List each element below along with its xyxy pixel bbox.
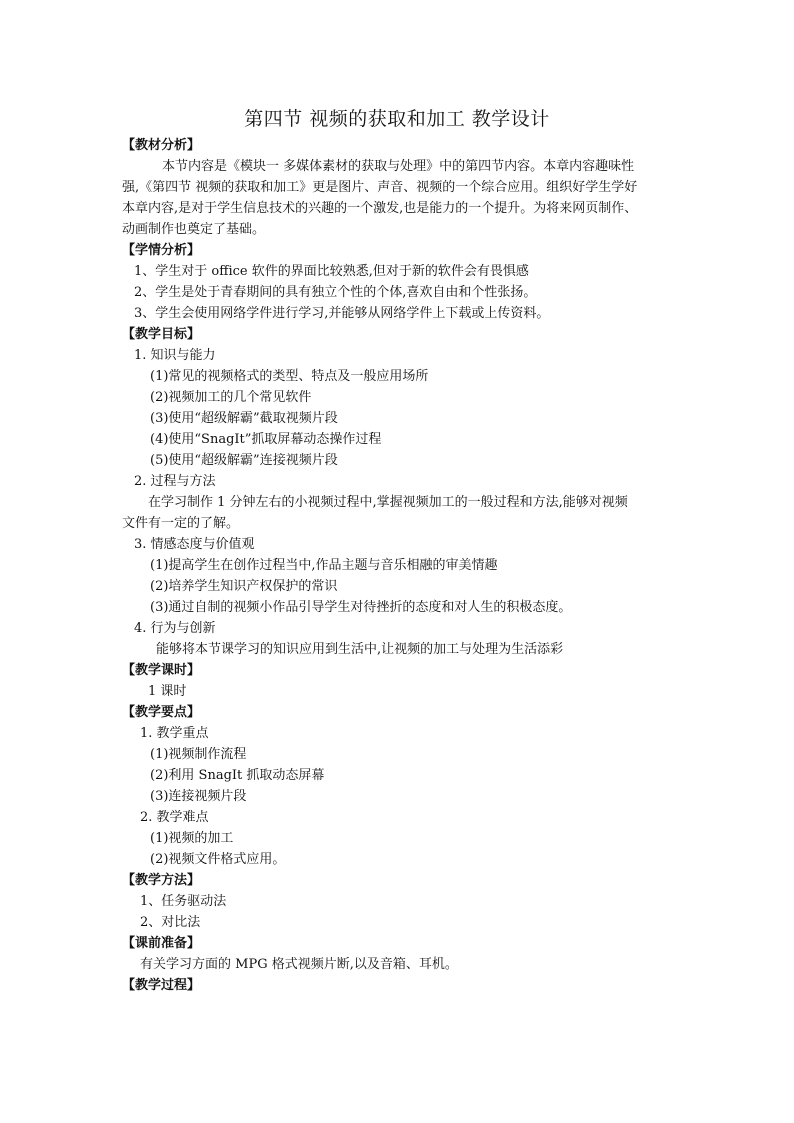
list-item: (5)使用“超级解霸”连接视频片段: [150, 453, 338, 468]
subsection-heading: 1. 知识与能力: [134, 348, 216, 363]
subsection-heading: 4. 行为与创新: [134, 621, 216, 636]
subsection-heading: 2. 过程与方法: [134, 474, 216, 489]
paragraph-line: 在学习制作 1 分钟左右的小视频过程中,掌握视频加工的一般过程和方法,能够对视频: [148, 495, 628, 510]
list-item: (1)视频的加工: [150, 831, 234, 846]
list-item: (2)培养学生知识产权保护的常识: [150, 579, 338, 594]
section-heading-learner-analysis: 【学情分析】: [122, 243, 201, 258]
paragraph-line: 能够将本节课学习的知识应用到生活中,让视频的加工与处理为生活添彩: [156, 642, 564, 657]
list-item: (1)视频制作流程: [150, 747, 247, 762]
list-item: (2)视频文件格式应用。: [150, 852, 286, 867]
list-item: (2)利用 SnagIt 抓取动态屏幕: [150, 768, 325, 783]
list-item: (1)常见的视频格式的类型、特点及一般应用场所: [150, 369, 429, 384]
section-heading-class-hours: 【教学课时】: [122, 663, 201, 678]
document-title: 第四节 视频的获取和加工 教学设计: [244, 108, 550, 130]
section-heading-textbook-analysis: 【教材分析】: [122, 138, 201, 153]
paragraph-line: 强,《第四节 视频的获取和加工》更是图片、声音、视频的一个综合应用。组织好学生学好: [122, 180, 638, 195]
paragraph-line: 有关学习方面的 MPG 格式视频片断,以及音箱、耳机。: [140, 957, 458, 972]
list-item: 1、学生对于 office 软件的界面比较熟悉,但对于新的软件会有畏惧感: [134, 264, 529, 279]
list-item: (4)使用“SnagIt”抓取屏幕动态操作过程: [150, 432, 382, 447]
paragraph-line: 本章内容,是对于学生信息技术的兴趣的一个激发,也是能力的一个提升。为将来网页制作、: [122, 201, 638, 216]
list-item: (3)使用“超级解霸”截取视频片段: [150, 411, 338, 426]
section-heading-teaching-goals: 【教学目标】: [122, 327, 201, 342]
subsection-heading: 2. 教学难点: [140, 810, 209, 825]
paragraph-line: 动画制作也奠定了基础。: [122, 222, 266, 237]
section-heading-teaching-methods: 【教学方法】: [122, 873, 201, 888]
list-item: 2、对比法: [140, 915, 201, 930]
list-item: 3、学生会使用网络学件进行学习,并能够从网络学件上下载或上传资料。: [134, 306, 550, 321]
list-item: 2、学生是处于青春期间的具有独立个性的个体,喜欢自由和个性张扬。: [134, 285, 537, 300]
class-hours-value: 1 课时: [148, 684, 187, 699]
section-heading-key-points: 【教学要点】: [122, 705, 201, 720]
list-item: (2)视频加工的几个常见软件: [150, 390, 312, 405]
subsection-heading: 1. 教学重点: [140, 726, 209, 741]
list-item: (3)连接视频片段: [150, 789, 247, 804]
subsection-heading: 3. 情感态度与价值观: [134, 537, 255, 552]
list-item: (1)提高学生在创作过程当中,作品主题与音乐相融的审美情趣: [150, 558, 498, 573]
section-heading-teaching-process: 【教学过程】: [122, 978, 201, 993]
section-heading-preparation: 【课前准备】: [122, 936, 201, 951]
paragraph-line: 本节内容是《模块一 多媒体素材的获取与处理》中的第四节内容。本章内容趣味性: [162, 159, 635, 174]
paragraph-line: 文件有一定的了解。: [122, 516, 240, 531]
list-item: (3)通过自制的视频小作品引导学生对待挫折的态度和对人生的积极态度。: [150, 600, 572, 615]
list-item: 1、任务驱动法: [140, 894, 227, 909]
